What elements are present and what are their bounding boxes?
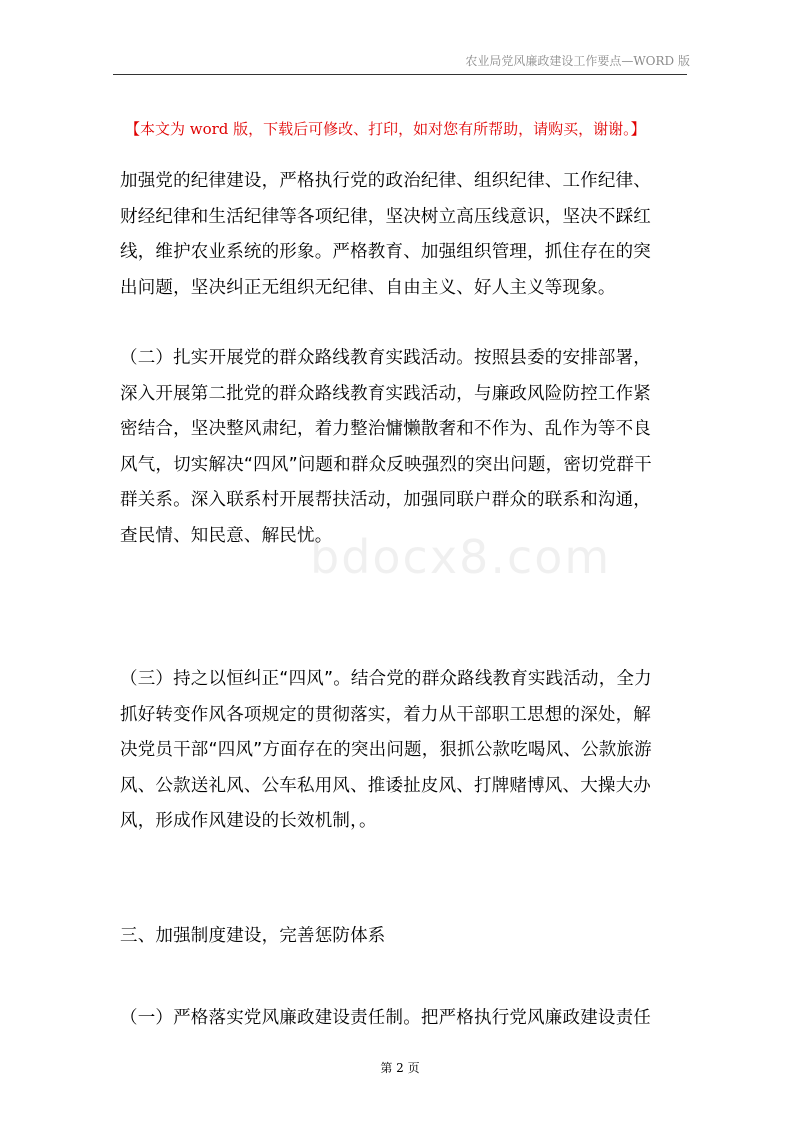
- paragraph-line: 查民情、知民意、解民忧。: [120, 525, 333, 546]
- paragraph-line: 风，形成作风建设的长效机制，。: [120, 811, 377, 831]
- paragraph-line: 群关系。深入联系村开展帮扶活动，加强同联户群众的联系和沟通，: [120, 490, 651, 510]
- paragraph-four-winds: [120, 662, 690, 840]
- paragraph-line: 三、加强制度建设，完善惩防体系: [120, 926, 386, 946]
- header-divider: [113, 74, 687, 75]
- paragraph-line: 风气，切实解决“四风”问题和群众反映强烈的突出问题，密切党群干: [120, 454, 652, 475]
- page-number: 第 2 页: [380, 1061, 420, 1075]
- paragraph-discipline: [120, 164, 690, 306]
- running-header: 农业局党风廉政建设工作要点—WORD 版: [465, 54, 690, 68]
- paragraph-responsibility: [120, 1001, 690, 1037]
- paragraph-line: （二）扎实开展党的群众路线教育实践活动。按照县委的安排部署，: [120, 348, 651, 368]
- paragraph-line: 财经纪律和生活纪律等各项纪律，坚决树立高压线意识，坚决不踩红: [120, 206, 651, 227]
- watermark: bdocx8.com: [310, 530, 612, 584]
- download-notice: 【本文为 word 版，下载后可修改、打印，如对您有所帮助，请购买，谢谢。】: [125, 120, 646, 138]
- section-heading: [120, 919, 690, 955]
- paragraph-line: （三）持之以恒纠正“四风”。结合党的群众路线教育实践活动，全力: [120, 669, 652, 689]
- paragraph-line: （一）严格落实党风廉政建设责任制。把严格执行党风廉政建设责任: [120, 1008, 651, 1028]
- paragraph-line: 加强党的纪律建设，严格执行党的政治纪律、组织纪律、工作纪律、: [120, 171, 651, 191]
- paragraph-line: 抓好转变作风各项规定的贯彻落实，着力从干部职工思想的深处，解: [120, 704, 651, 725]
- paragraph-mass-line: [120, 341, 690, 554]
- paragraph-line: 深入开展第二批党的群众路线教育实践活动，与廉政风险防控工作紧: [120, 383, 651, 404]
- paragraph-line: 风、公款送礼风、公车私用风、推诿扯皮风、打牌赌博风、大操大办: [120, 775, 651, 796]
- paragraph-line: 线，维护农业系统的形象。严格教育、加强组织管理，抓住存在的突: [120, 242, 651, 262]
- paragraph-line: 决党员干部“四风”方面存在的突出问题，狠抓公款吃喝风、公款旅游: [120, 740, 652, 760]
- paragraph-line: 出问题，坚决纠正无组织无纪律、自由主义、好人主义等现象。: [120, 277, 616, 298]
- paragraph-line: 密结合，坚决整风肃纪，着力整治慵懒散奢和不作为、乱作为等不良: [120, 419, 651, 439]
